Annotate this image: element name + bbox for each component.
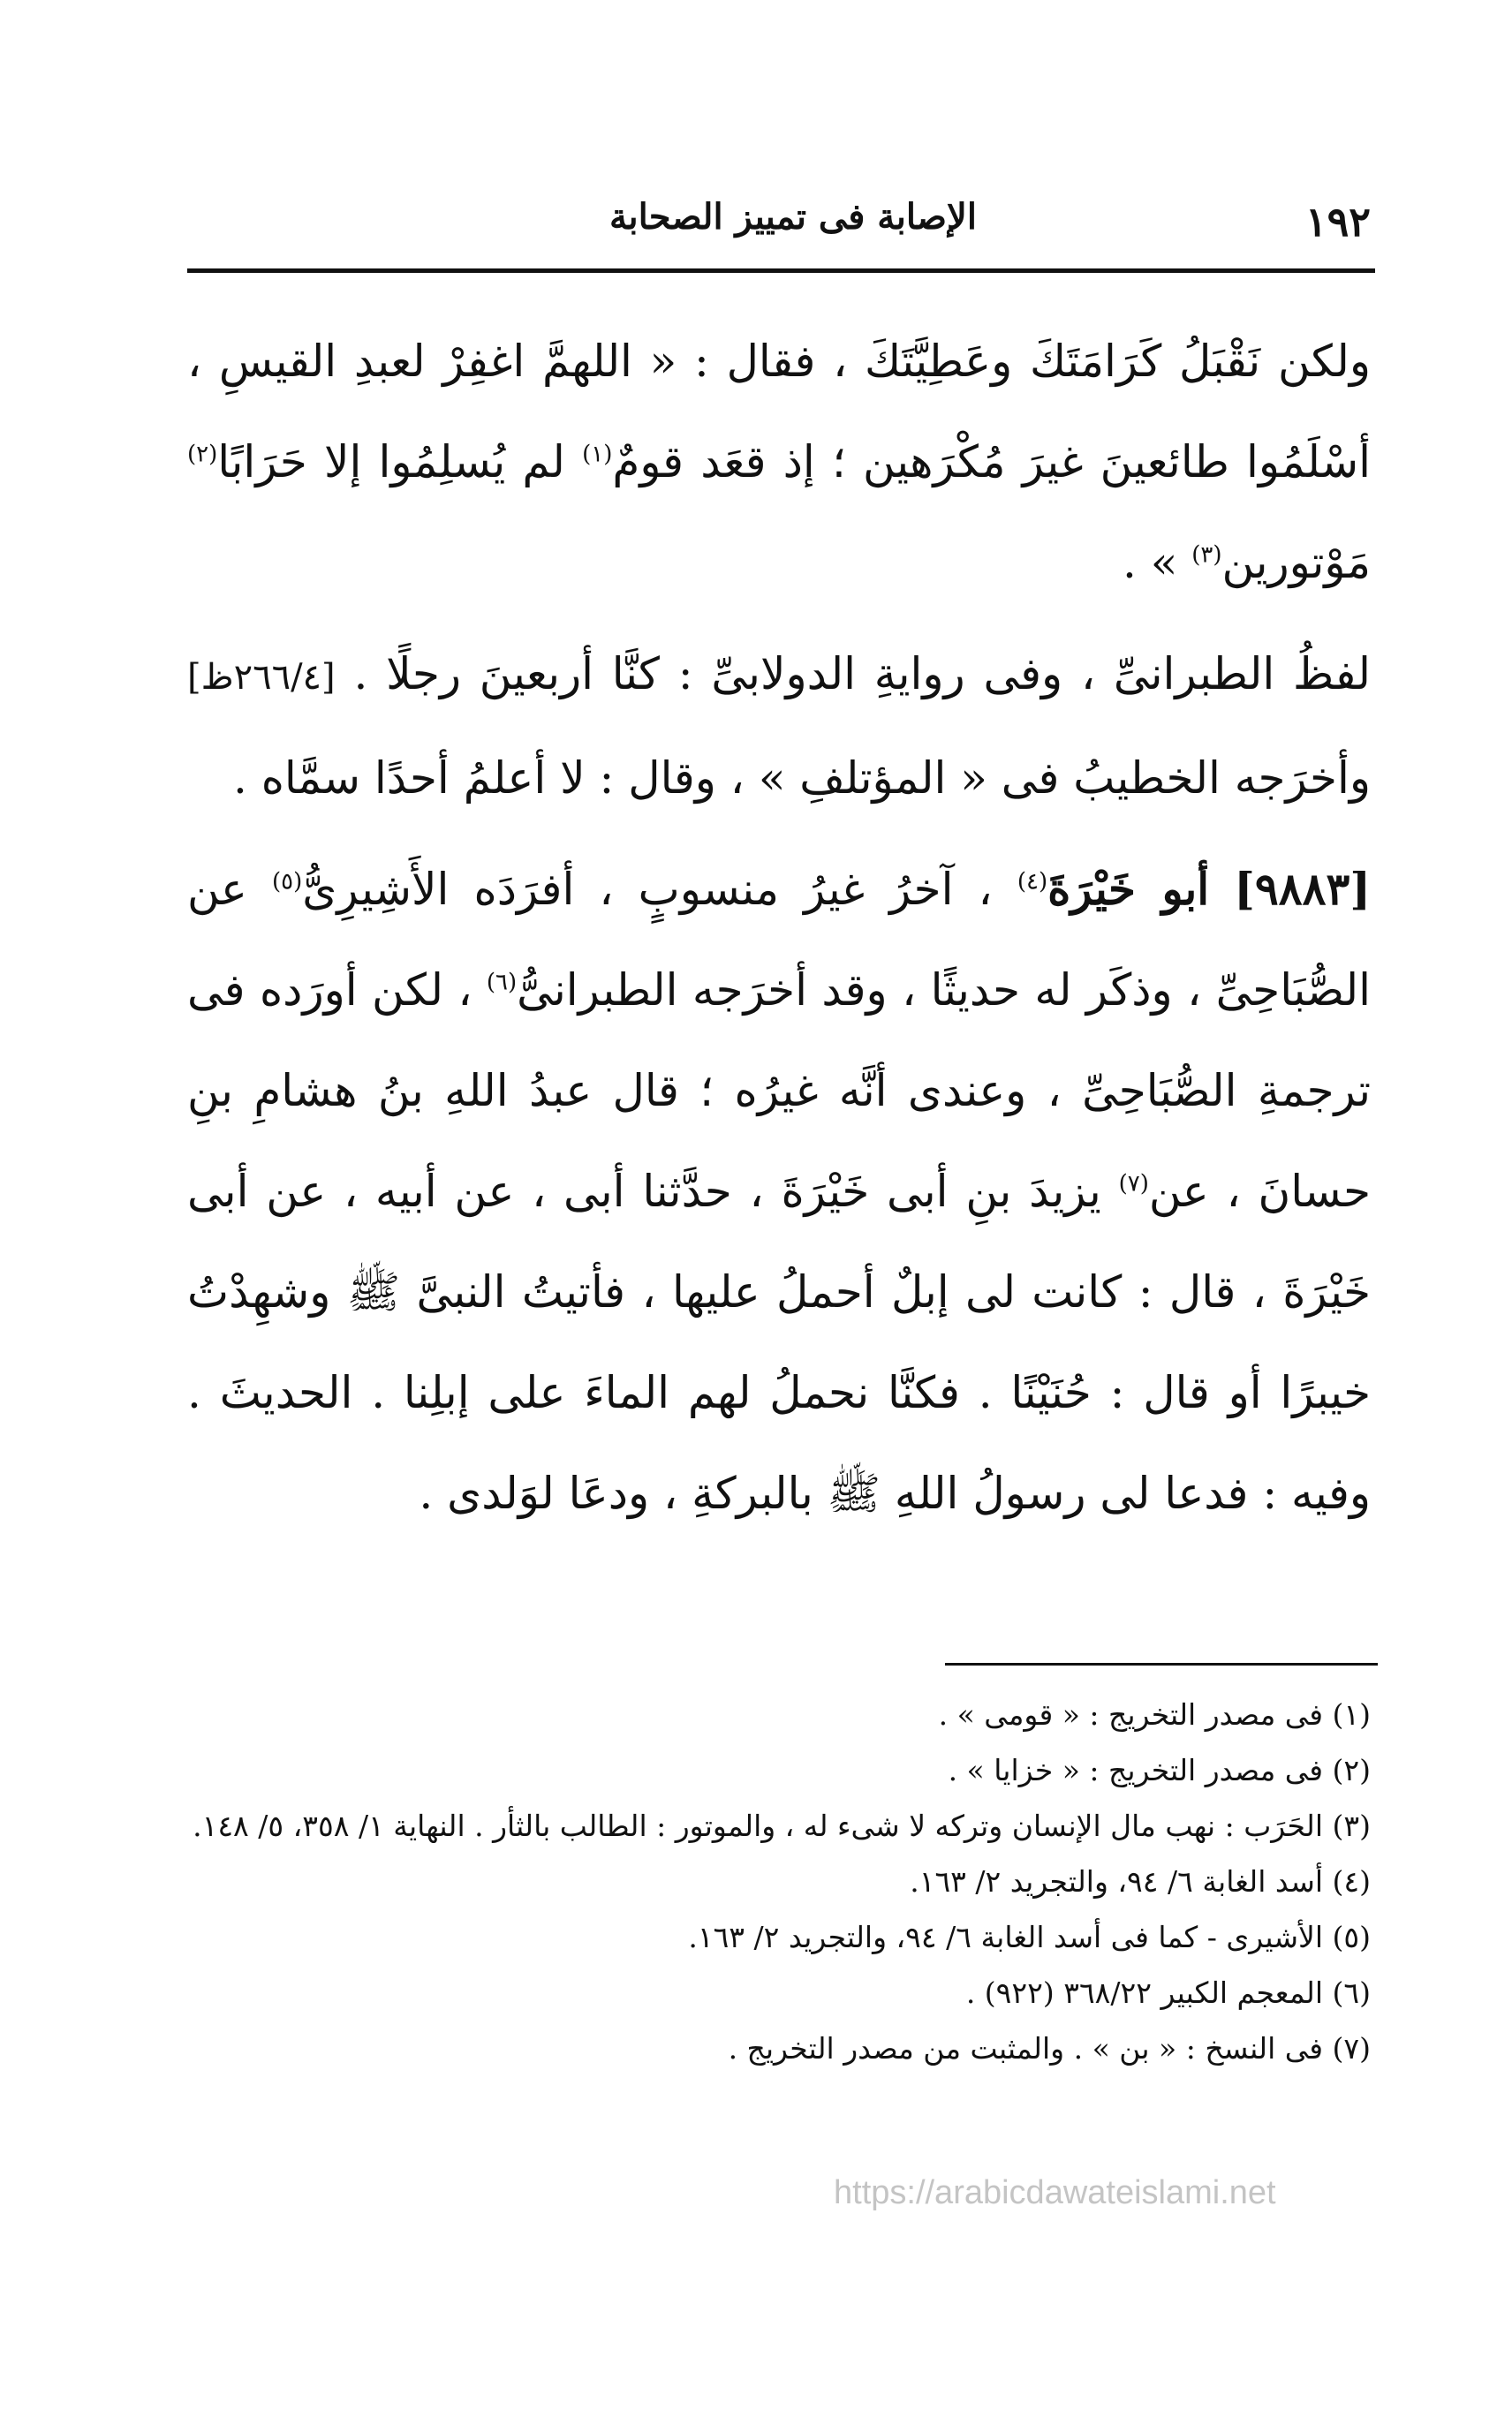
para3-text4: يزيدَ بنِ أبى خَيْرَةَ ، حدَّثنا أبى ، عن أبيه ، عن أبى خَيْرَةَ ، قال : كانت لى إبلٌ أحملُ عليها ، فأتيتُ النبىَّ ﷺ وشهِدْتُ خيبرًا أو قال : حُنَيْنًا . فكنَّا نحملُ لهم الماءَ على إبلِنا . الحديثَ . وفيه : فدعا لى رسولُ اللهِ ﷺ بالبركةِ ، ودعَا لوَلدى . xyxy=(187,1166,1371,1519)
header-rule xyxy=(187,268,1375,273)
para1-text4: » . xyxy=(1122,537,1192,588)
footnotes xyxy=(187,1687,1371,2076)
para2-text: لفظُ الطبرانىِّ ، وفى روايةِ الدولابىِّ : كنَّا أربعينَ رجلًا . xyxy=(353,648,1371,699)
footnote-ref-6[interactable]: (٦) xyxy=(486,969,518,996)
watermark: https://arabicdawateislami.net xyxy=(834,2174,1276,2211)
footnote-ref-3[interactable]: (٣) xyxy=(1191,541,1222,569)
paragraph-3 xyxy=(187,839,1371,1544)
paragraph-2 xyxy=(187,623,1371,828)
paragraph-1 xyxy=(187,311,1371,613)
footnote-ref-1[interactable]: (١) xyxy=(582,441,613,468)
footnote-ref-2[interactable]: (٢) xyxy=(187,441,218,468)
body-text xyxy=(187,311,1371,1554)
footnote-rule xyxy=(945,1663,1378,1666)
para3-text3: ، لكن أورَده فى ترجمةِ الصُّبَاحِىِّ ، وعندى أنَّه غيرُه ؛ قال عبدُ اللهِ بنُ هشامِ بنِ حسانَ ، عن xyxy=(187,964,1371,1217)
footnote-6: (٦) المعجم الكبير ٣٦٨/٢٢ (٩٢٢) . xyxy=(965,1976,1371,2010)
running-title: الإصابة فى تمييز الصحابة xyxy=(609,196,977,238)
para1-text2: لم يُسلِمُوا إلا حَرَابًا xyxy=(217,436,583,487)
entry-name: أبو خَيْرَةَ xyxy=(1047,863,1210,915)
footnote-4: (٤) أسد الغابة ٦/ ٩٤، والتجريد ٢/ ١٦٣. xyxy=(910,1864,1371,1899)
footnote-3: (٣) الحَرَب : نهب مال الإنسان وتركه لا شىء له ، والموتور : الطالب بالثأر . النهاية ١/ ٣٥٨، ٥/ ١٤٨. xyxy=(193,1809,1371,1843)
para1-text3: مَوْتورين xyxy=(1221,537,1371,588)
footnote-1: (١) فى مصدر التخريج : « قومى » . xyxy=(938,1697,1371,1732)
entry-number: [٩٨٨٣] xyxy=(1234,863,1372,915)
para1-text: ولكن نَقْبَلُ كَرَامَتَكَ وعَطِيَّتَكَ ، فقال : « اللهمَّ اغفِرْ لعبدِ القيسِ ، أسْلَمُوا طائعينَ غيرَ مُكْرَهين ؛ إذ قعَد قومٌ xyxy=(187,336,1371,487)
para2-text2: وأخرَجه الخطيبُ فى « المؤتلفِ » ، وقال : لا أعلمُ أحدًا سمَّاه . xyxy=(232,752,1371,804)
footnote-2: (٢) فى مصدر التخريج : « خزايا » . xyxy=(948,1753,1371,1787)
para3-text: ، آخرُ غيرُ منسوبٍ ، أفرَدَه الأَشِيرِىُّ xyxy=(302,864,1017,915)
page-number: ١٩٢ xyxy=(1304,198,1371,246)
footnote-ref-4[interactable]: (٤) xyxy=(1017,868,1048,895)
manuscript-ref: [٢٦٦/٤ظ] xyxy=(187,657,336,698)
footnote-7: (٧) فى النسخ : « بن » . والمثبت من مصدر التخريج . xyxy=(728,2031,1371,2066)
footnote-ref-5[interactable]: (٥) xyxy=(272,868,303,895)
footnote-ref-7[interactable]: (٧) xyxy=(1118,1170,1149,1197)
footnote-5: (٥) الأشيرى - كما فى أسد الغابة ٦/ ٩٤، والتجريد ٢/ ١٦٣. xyxy=(688,1920,1371,1954)
para3-text2: عن الصُّبَاحِىِّ ، وذكَر له حديثًا ، وقد أخرَجه الطبرانىُّ xyxy=(187,864,1371,1016)
